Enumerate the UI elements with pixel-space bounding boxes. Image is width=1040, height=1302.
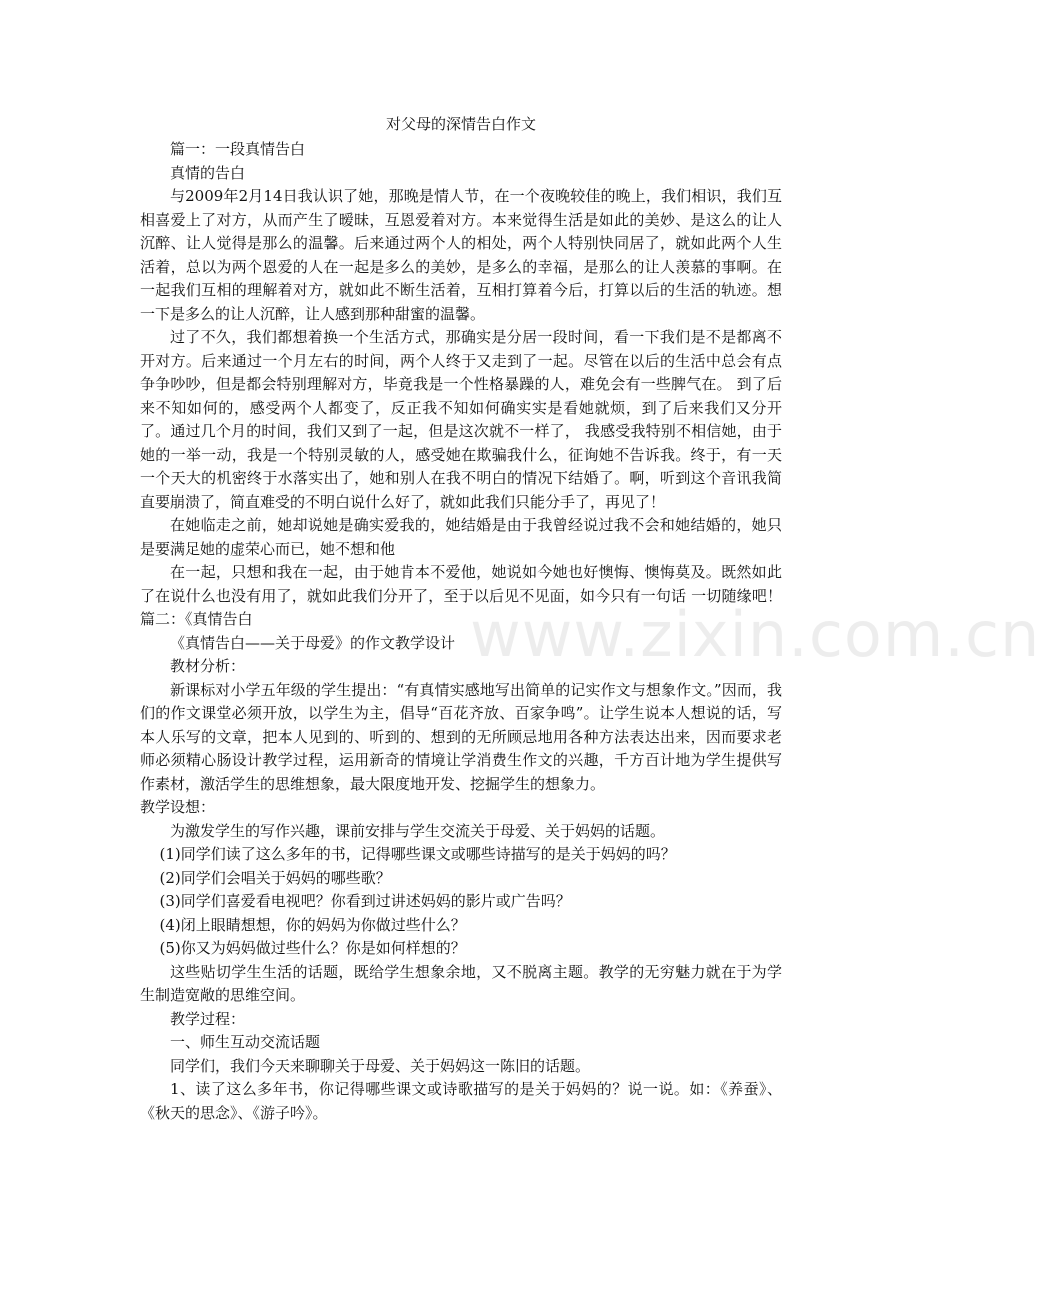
section-heading-2: 《真情告白——关于母爱》的作文教学设计 xyxy=(170,633,456,652)
paragraph: 过了不久，我们都想着换一个生活方式，那确实是分居一段时间，看一下我们是不是都离不开对方。后来通过一个月左右的时间，两个人终于又走到了一起。尽管在以后的生活中总会有点争争吵吵，但是都会特别理解对方，毕竟我是一个性格暴躁的人，难免会有一些脾气在。 到了后来不知如何的，感受两个人都变了，反正我不知如何确实实是看她就烦，到了后来我们又分开了。通过几个月的时间，我们又到了一起，但是这次就不一样了， 我感受我特别不相信她，由于她的一举一动，我是一个特别灵敏的人，感受她在欺骗我什么，征询她不告诉我。终于，有一天一个天大的机密终于水落实出了，她和别人在我不明白的情况下结婚了。啊，听到这个音讯我简直要崩溃了，简直难受的不明白说什么好了，就如此我们只能分手了，再见了！ xyxy=(140,328,782,511)
list-item: (2)同学们会唱关于妈妈的哪些歌？ xyxy=(159,868,391,887)
paragraph: 在她临走之前，她却说她是确实爱我的，她结婚是由于我曾经说过我不会和她结婚的，她只是要满足她的虚荣心而已，她不想和他 xyxy=(140,516,782,558)
paragraph: 新课标对小学五年级的学生提出：“有真情实感地写出简单的记实作文与想象作文。”因而，我们的作文课堂必须开放，以学生为主，倡导“百花齐放、百家争鸣”。让学生说本人想说的话，写本人乐写的文章，把本人见到的、听到的、想到的无所顾忌地用各种方法表达出来，因而要求老师必须精心肠设计教学过程，运用新奇的情境让学消费生作文的兴趣，千方百计地为学生提供写作素材，激活学生的思维想象，最大限度地开发、挖掘学生的想象力。 xyxy=(140,680,782,793)
paragraph: 同学们，我们今天来聊聊关于母爱、关于妈妈这一陈旧的话题。 xyxy=(170,1056,591,1075)
section-heading-1: 篇一：一段真情告白 xyxy=(170,140,306,158)
list-item: (3)同学们喜爱看电视吧？你看到过讲述妈妈的影片或广告吗？ xyxy=(159,892,571,910)
subheading: 真情的告白 xyxy=(170,163,246,182)
subheading: 教学过程： xyxy=(170,1009,246,1028)
subheading: 教学设想： xyxy=(140,798,216,816)
watermark: www.zixin.com.cn xyxy=(470,598,1040,671)
paragraph: 与2009年2月14日我认识了她，那晚是情人节，在一个夜晚较佳的晚上，我们相识，我们互相喜爱上了对方，从而产生了暧昧，互恩爱着对方。本来觉得生活是如此的美妙、是这么的让人沉醉、让人觉得是那么的温馨。后来通过两个人的相处，两个人特别快同居了，就如此两个人生活着，总以为两个恩爱的人在一起是多么的美妙，是多么的幸福，是那么的让人羡慕的事啊。在一起我们互相的理解着对方，就如此不断生活着，互相打算着今后，打算以后的生活的轨迹。想一下是多么的让人沉醉，让人感到那种甜蜜的温馨。 xyxy=(140,187,782,323)
list-item: (5)你又为妈妈做过些什么？你是如何样想的？ xyxy=(159,939,466,957)
list-item: (1)同学们读了这么多年的书，记得哪些课文或哪些诗描写的是关于妈妈的吗？ xyxy=(159,845,676,863)
list-item: (4)闭上眼睛想想，你的妈妈为你做过些什么？ xyxy=(159,915,466,934)
document-page xyxy=(140,112,782,1125)
paragraph: 在一起，只想和我在一起，由于她肯本不爱他，她说如今她也好懊悔、懊悔莫及。既然如此了在说什么也没有用了，就如此我们分开了，至于以后见不见面，如今只有一句话 一切随缘吧！篇二：《真情告白 xyxy=(140,563,782,628)
document-title: 对父母的深情告白作文 xyxy=(385,115,536,133)
subheading: 一、师生互动交流话题 xyxy=(170,1033,321,1051)
paragraph: 1、读了这么多年书，你记得哪些课文或诗歌描写的是关于妈妈的？说一说。如：《养蚕》、《秋天的思念》、《游子吟》。 xyxy=(140,1080,782,1122)
subheading: 教材分析： xyxy=(170,657,246,675)
paragraph: 为激发学生的写作兴趣，课前安排与学生交流关于母爱、关于妈妈的话题。 xyxy=(170,821,666,840)
paragraph: 这些贴切学生生活的话题，既给学生想象余地，又不脱离主题。教学的无穷魅力就在于为学生制造宽敞的思维空间。 xyxy=(140,962,782,1004)
